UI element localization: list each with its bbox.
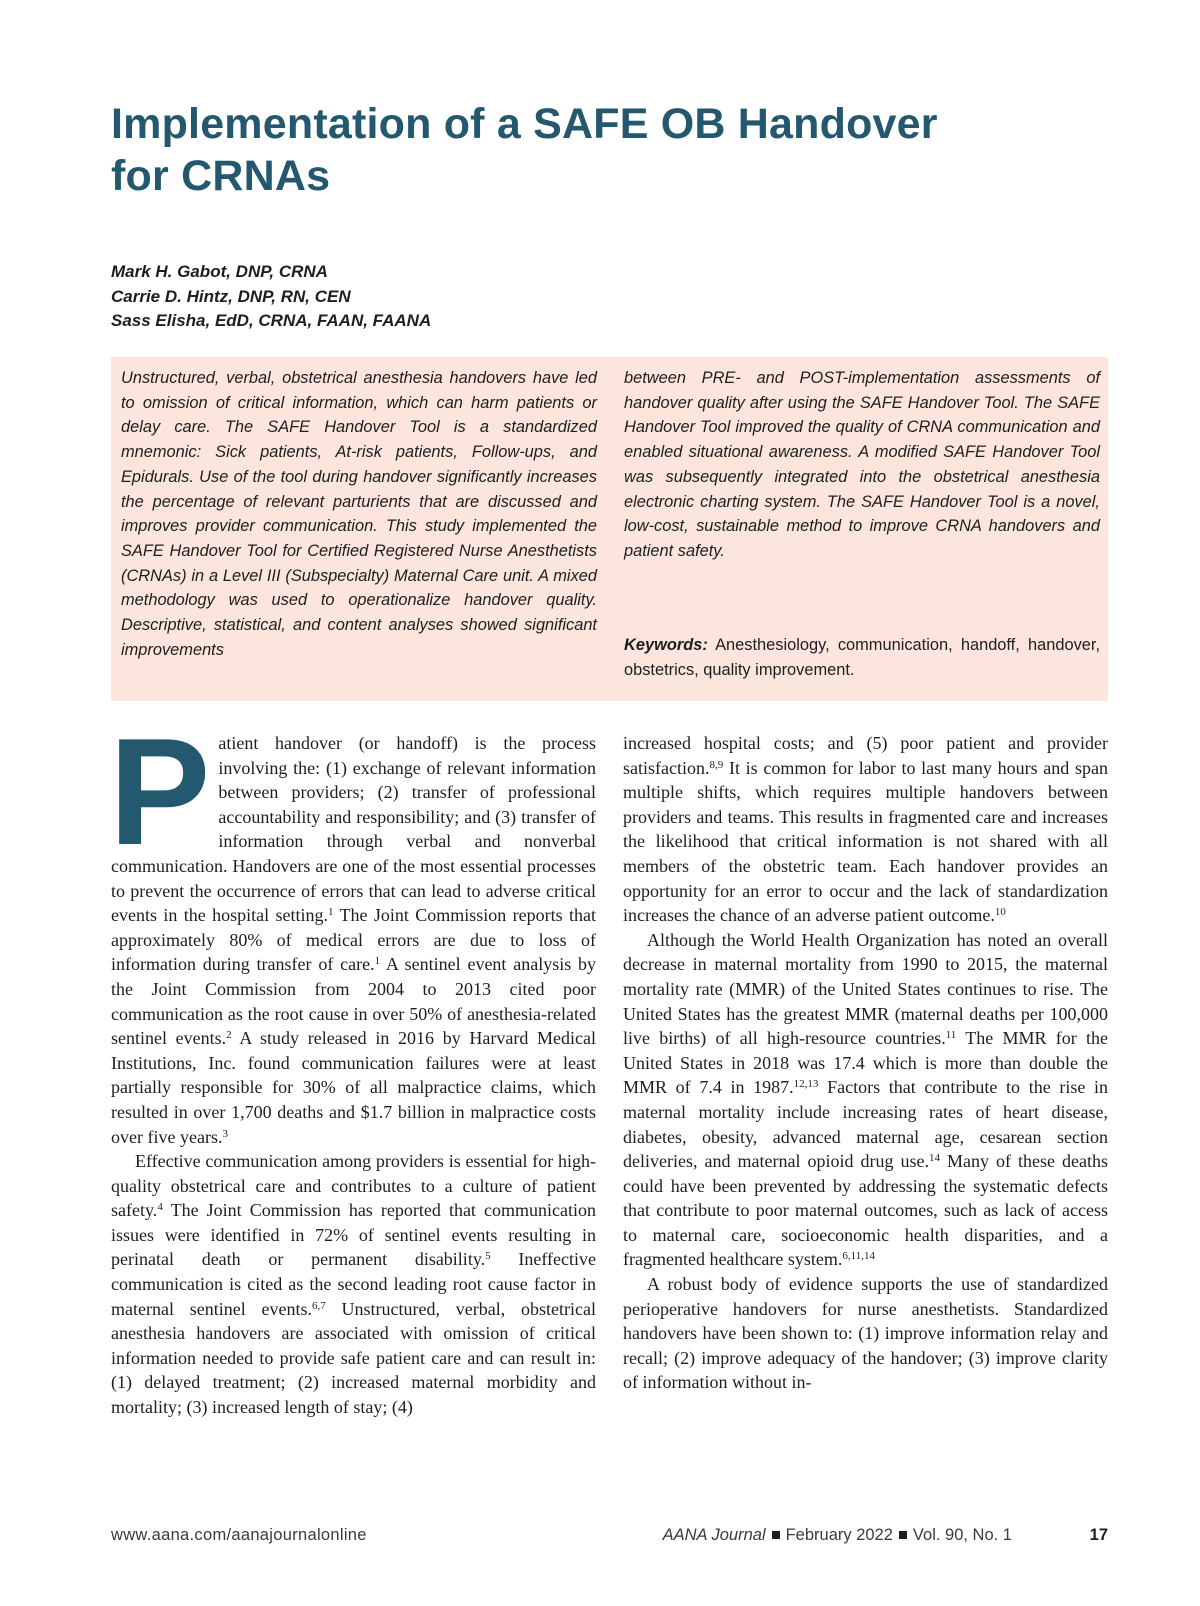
reference-superscript: 2	[226, 1029, 232, 1042]
article-title	[111, 98, 1011, 202]
body-paragraph: Patient handover (or handoff) is the process involving the: (1) exchange of relevant information between providers; (2) transfer of professional accountability and responsibility; and (3) transfer of information through verbal and nonverbal communication. Handovers are one of the most essential processes to prevent the occurrence of errors that can lead to adverse critical events in the hospital setting.$^1$ The Joint Commission reports that approximately 80% of medical errors are due to loss of information during transfer of care.$^1$ A sentinel event analysis by the Joint Commission from 2004 to 2013 cited poor communication as the root cause in over 50% of anesthesia-related sentinel events.$^2$ A study released in 2016 by Harvard Medical Institutions, Inc. found communication failures were at least partially responsible for 30% of all malpractice claims, which resulted in over 1,700 deaths and $1.7 billion in malpractice costs over five years.$^3$	[109, 707, 597, 1147]
body-right-column	[623, 731, 1108, 1395]
abstract-left-column: Unstructured, verbal, obstetrical anesthesia handovers have led to omission of critical information, which can harm patients or delay care. The SAFE Handover Tool is a standardized mnemonic: Sick patients, At-risk patients, Follow-ups, and Epidurals. Use of the tool during handover significantly increases the percentage of relevant parturients that are discussed and improves provider communication. This study implemented the SAFE Handover Tool for Certified Registered Nurse Anesthetists (CRNAs) in a Level III (Subspecialty) Maternal Care unit. A mixed methodology was used to operationalize handover quality. Descriptive, statistical, and content analyses showed significant improvements	[121, 369, 597, 659]
journal-name: AANA Journal	[662, 1526, 766, 1544]
reference-superscript: 11	[945, 1029, 957, 1042]
keywords-list: Anesthesiology, communication, handoff, handover, obstetrics, quality improvement.	[624, 636, 1101, 679]
journal-url-link[interactable]: www.aana.com/aanajournalonline	[111, 1526, 367, 1544]
keywords	[624, 633, 1100, 682]
reference-superscript: 8,9	[709, 758, 724, 771]
square-bullet-icon	[772, 1531, 780, 1539]
body-paragraph: increased hospital costs; and (5) poor patient and provider satisfaction.$^{8,9}$ It is common for labor to last many hours and span multiple shifts, which requires multiple handovers between providers and teams. This results in fragmented care and increases the likelihood that critical information is not shared with all members of the obstetric team. Each handover provides an opportunity for an error to occur and the lack of standardization increases the chance of an adverse patient outcome.$^{10}$	[623, 733, 1108, 926]
reference-superscript: 6,11,14	[842, 1250, 875, 1263]
author-1: Mark H. Gabot, DNP, CRNA	[111, 262, 328, 281]
abstract-right-column: between PRE- and POST-implementation assessments of handover quality after using the SAFE Handover Tool. The SAFE Handover Tool improved the quality of CRNA communication and enabled situational awareness. A modified SAFE Handover Tool was subsequently integrated into the obstetrical anesthesia electronic charting system. The SAFE Handover Tool is a novel, low-cost, sustainable method to improve CRNA handovers and patient safety.	[624, 369, 1100, 560]
abstract-box	[111, 357, 1108, 701]
body-paragraph: Although the World Health Organization has noted an overall decrease in maternal mortality from 1990 to 2015, the maternal mortality rate (MMR) of the United States continues to rise. The United States has the greatest MMR (maternal deaths per 100,000 live births) of all high-resource countries.$^{11}$ The MMR for the United States in 2018 was 17.4 which is more than double the MMR of 7.4 in 1987.$^{12,13}$ Factors that contribute to the rise in maternal mortality include increasing rates of heart disease, diabetes, obesity, advanced maternal age, cesarean section deliveries, and maternal opioid drug use.$^{14}$ Many of these deaths could have been prevented by addressing the systematic defects that contribute to poor maternal outcomes, such as lack of access to maternal care, socioeconomic health disparities, and a fragmented healthcare system.$^{6,11,14}$	[623, 929, 1109, 1270]
page-number: 17	[1089, 1526, 1108, 1544]
reference-superscript: 4	[157, 1201, 163, 1214]
page-footer	[111, 1526, 1108, 1550]
title-line-2: for CRNAs	[111, 152, 331, 200]
volume-issue: Vol. 90, No. 1	[912, 1526, 1012, 1544]
keywords-label: Keywords:	[624, 636, 708, 654]
drop-cap: P	[109, 707, 211, 877]
reference-superscript: 14	[928, 1152, 940, 1165]
body-paragraph: Effective communication among providers is essential for high-quality obstetrical care and contributes to a culture of patient safety.$^4$ The Joint Commission has reported that communication issues were identified in 72% of sentinel events resulting in perinatal death or permanent disability.$^5$ Ineffective communication is cited as the second leading root cause factor in maternal sentinel events.$^{6,7}$ Unstructured, verbal, obstetrical anesthesia handovers are associated with omission of critical information needed to provide safe patient care and can result in: (1) delayed treatment; (2) increased maternal morbidity and mortality; (3) increased length of stay; (4)	[111, 1151, 597, 1418]
reference-superscript: 1	[327, 906, 334, 919]
body-paragraph: A robust body of evidence supports the use of standardized perioperative handovers for nurse anesthetists. Standardized handovers have been shown to: (1) improve information relay and recall; (2) improve adequacy of the handover; (3) improve clarity of information without in-	[623, 1274, 1108, 1393]
reference-superscript: 6,7	[312, 1299, 326, 1312]
reference-superscript: 12,13	[793, 1078, 819, 1091]
reference-superscript: 3	[222, 1127, 228, 1140]
author-2: Carrie D. Hintz, DNP, RN, CEN	[111, 286, 351, 306]
author-list	[111, 260, 431, 334]
title-line-1: Implementation of a SAFE OB Handover	[111, 100, 938, 148]
reference-superscript: 1	[374, 955, 381, 968]
reference-superscript: 10	[994, 906, 1006, 919]
body-left-column	[109, 707, 597, 1420]
reference-superscript: 5	[485, 1250, 491, 1263]
issue-date: February 2022	[785, 1526, 893, 1544]
author-3: Sass Elisha, EdD, CRNA, FAAN, FAANA	[111, 311, 432, 330]
square-bullet-icon	[899, 1531, 907, 1539]
journal-citation	[663, 1526, 1012, 1545]
